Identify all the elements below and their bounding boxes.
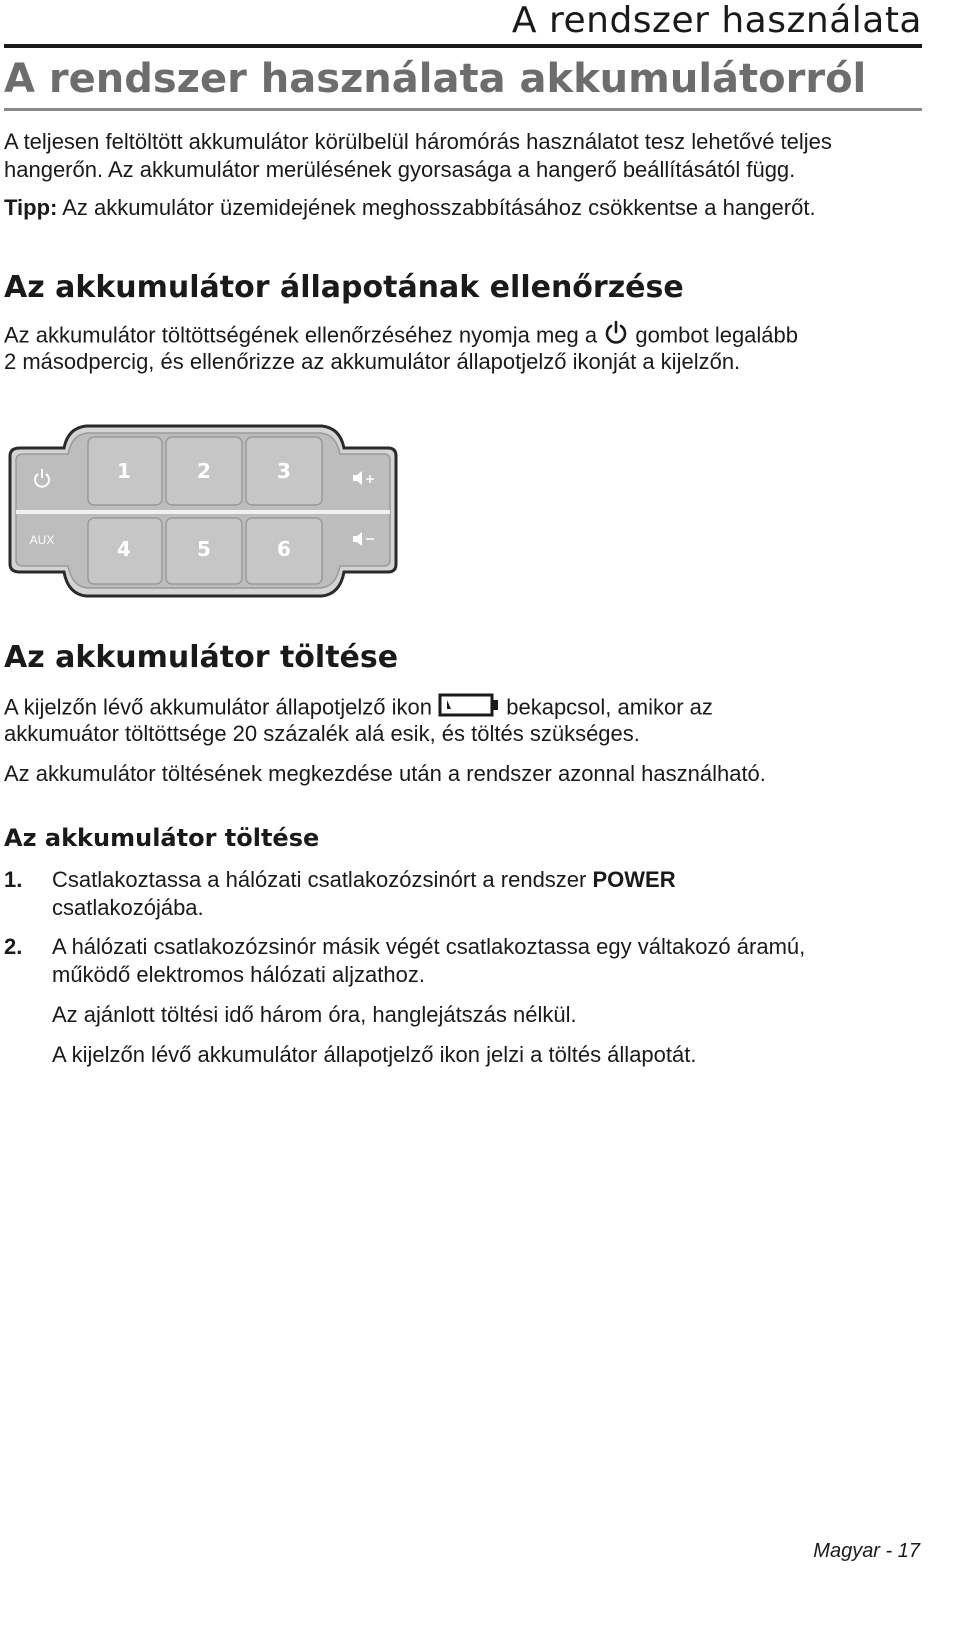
step-2-text <box>52 933 912 989</box>
charge-line-3: Az akkumulátor töltésének megkezdése után a rendszer azonnal használható. <box>4 761 766 786</box>
check-text-after: gombot legalább <box>629 322 799 348</box>
remote-button-3: 3 <box>277 459 291 483</box>
header-rule <box>4 44 922 48</box>
step-2-line-1: A hálózati csatlakozózsinór másik végét csatlakoztassa egy váltakozó áramú, <box>52 934 806 959</box>
charge-text-before: A kijelzőn lévő akkumulátor állapotjelző ikon <box>4 694 439 720</box>
remote-button-5: 5 <box>197 537 211 561</box>
check-line-2: 2 másodpercig, és ellenőrizze az akkumulátor állapotjelző ikonját a kijelzőn. <box>4 349 741 374</box>
title-rule <box>4 108 922 111</box>
tip-paragraph <box>4 194 934 222</box>
section-title-check: Az akkumulátor állapotának ellenőrzése <box>4 270 684 305</box>
remote-button-4: 4 <box>117 537 131 561</box>
step-2-line-2: működő elektromos hálózati aljzathoz. <box>52 962 425 987</box>
note-charge-status: A kijelzőn lévő akkumulátor állapotjelző ikon jelzi a töltés állapotát. <box>52 1042 697 1067</box>
check-text-before: Az akkumulátor töltöttségének ellenőrzéséhez nyomja meg a <box>4 322 604 348</box>
subsection-title-charge-steps: Az akkumulátor töltése <box>4 824 320 852</box>
remote-control-illustration <box>6 424 402 605</box>
step-1-line-2: csatlakozójába. <box>52 895 204 920</box>
tip-label: Tipp: <box>4 195 58 220</box>
remote-button-1: 1 <box>117 459 131 483</box>
step-1-number: 1. <box>4 867 23 892</box>
section-title-charge: Az akkumulátor töltése <box>4 640 399 675</box>
charge-text-after: bekapcsol, amikor az <box>500 694 713 720</box>
intro-line-1: A teljesen feltöltött akkumulátor körülbelül háromórás használatot tesz lehetővé teljes <box>4 129 832 154</box>
step-1-text <box>52 866 912 922</box>
charge-line-2: akkumuátor töltöttsége 20 százalék alá esik, és töltés szükséges. <box>4 721 640 746</box>
step-1-bold: POWER <box>592 867 676 892</box>
step-1-text-before: Csatlakoztassa a hálózati csatlakozózsinórt a rendszer <box>52 867 593 892</box>
note-charge-time: Az ajánlott töltési idő három óra, hanglejátszás nélkül. <box>52 1002 577 1027</box>
remote-button-2: 2 <box>197 459 211 483</box>
remote-button-6: 6 <box>277 537 291 561</box>
remote-aux-label: AUX <box>29 533 55 547</box>
page-title: A rendszer használata akkumulátorról <box>4 56 867 102</box>
intro-line-2: hangerőn. Az akkumulátor merülésének gyorsasága a hangerő beállításától függ. <box>4 157 796 182</box>
page-number: Magyar - 17 <box>813 1540 920 1562</box>
section-header: A rendszer használata <box>511 0 922 41</box>
tip-text: Az akkumulátor üzemidejének meghosszabbításához csökkentse a hangerőt. <box>57 195 816 220</box>
step-2-number: 2. <box>4 934 23 959</box>
